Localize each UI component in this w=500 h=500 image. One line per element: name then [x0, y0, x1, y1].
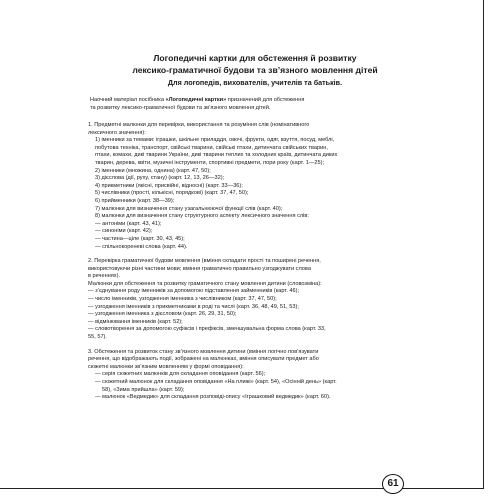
section-2-line: 2. Перевірка граматичної будови мовлення (вміння складати прості та поширені речення, [88, 258, 321, 265]
subtitle: Для логопедів, вихователів, учителів та батьків. [167, 78, 343, 87]
section-2-line: — словотворення за допомогою суфіксів і префіксів, зменшувальна форма слова (карт. 33, [88, 326, 326, 333]
section-1-list-item: 1) іменники за темами: іграшки, шкільне приладдя, овочі, фрукти, одяг, взуття, посуд, меблі, [95, 137, 335, 144]
section-1-list-item: — спільнокореневі слова (карт. 44). [95, 243, 188, 250]
section-1-list-item: 2) іменники (множина, однина) (карт. 47, 50); [95, 167, 211, 174]
section-2-line: Малюнки для обстеження та розвитку граматичного стану мовлення дитини (словозміна): [88, 280, 322, 287]
section-1-list-item: — синоніми (карт. 42); [95, 228, 153, 235]
section-2-line: використовуючи різні частини мови; вміння граматично правильно узгоджувати слова [88, 265, 311, 272]
document-header [30, 52, 480, 88]
section-2-line: — число іменників, узгодження іменника з числівником (карт. 37, 47, 50); [88, 296, 277, 303]
intro-prefix: Наочний матеріал посібника [90, 97, 166, 103]
section-1-list-item: — частина—ціле (карт. 30, 43, 45); [95, 235, 185, 242]
section-1-list-item: 6) прийменники (карт. 38—39); [95, 197, 175, 204]
intro-book-title: «Логопедичні картки» [165, 97, 227, 103]
intro-line-2: та розвитку лексико-граматичної будови та зв’язного мовлення дітей. [90, 104, 271, 111]
title-line-2: лексико-граматичної будови та зв’язного мовлення дітей [132, 65, 378, 75]
page-number: 61 [382, 474, 404, 494]
section-1-list-item: — антоніми (карт. 43, 41); [95, 220, 162, 227]
section-3-line: сюжетні малюнки зв’язним мовленням у формі оповідання): [88, 363, 244, 370]
section-3-line: 58), «Зима прийшла» (карт. 59); [102, 386, 185, 393]
section-1 [88, 122, 463, 251]
section-2-line: — узгодження іменника з дієсловом (карт. 26, 29, 31, 50); [88, 311, 237, 318]
section-1-list-item: 3) дієслова (дії, руху, стану) (карт. 12, 13, 26—32); [95, 175, 225, 182]
section-3 [88, 349, 463, 402]
section-2-line: — з’єднування роду іменників за допомогою підставлення займенників (карт. 46); [88, 288, 300, 295]
section-1-heading-line: лексичного значення): [88, 129, 146, 136]
section-2-line: в реченнях). [88, 273, 121, 280]
intro-suffix: призначений для обстеження [226, 97, 305, 103]
section-3-line: — серія сюжетних малюнків для складання оповідання (карт. 56); [95, 371, 266, 378]
section-2-line: 55, 57). [88, 334, 107, 341]
section-1-list-item: тварин, дерева, квіти, музичні інструменти, спортивні предмети, пори року (карт. 1—25); [95, 159, 325, 166]
section-2 [88, 258, 463, 342]
section-2-line: — відмінювання іменників (карт. 52); [88, 318, 183, 325]
section-1-list-item: 7) малюнки для визначення стану узагальнюючої функції слів (карт. 40); [95, 205, 283, 212]
section-3-line: 3. Обстеження та розвиток стану зв’язного мовлення дитини (вміння логічно пов’язувати [88, 348, 319, 355]
title-line-1: Логопедичні картки для обстеження й розвитку [153, 53, 357, 63]
section-1-list-item: побутова техніка, транспорт, свійські тварини, свійські птахи, дитинчата свійських тварин, [95, 144, 328, 151]
section-1-list-item: 4) прикметники (якісні, присвійні, відносні) (карт. 33—36); [95, 182, 243, 189]
section-3-line: речення, що відображають події, зображені на малюнках, вміння описувати предмет або [88, 356, 319, 363]
section-1-list-item: 5) числівники (прості, кількісні, порядкові) (карт. 37, 47, 50); [95, 190, 249, 197]
section-3-line: — сюжетний малюнок для складання оповідання «На плижі» (карт. 54), «Осінній день» (карт. [95, 379, 337, 385]
section-3-line: — малюнок «Ведмедик» для складання розповіді-опису «Іграшковий ведмедик» (карт. 60). [95, 394, 331, 401]
intro-paragraph [90, 97, 450, 112]
section-1-list-item: птахи, комахи, дикі тварини України, дикі тварини теплих та холодних країв, дитинчата диких [95, 152, 338, 159]
section-1-list-item: 8) малюнки для визначення стану структурного аспекту лексичного значення слів: [95, 213, 309, 220]
section-2-line: — узгодження іменників з прикметниками в роді та числі (карт. 36, 48, 49, 51, 53); [88, 303, 299, 310]
document-body [88, 122, 463, 402]
section-1-heading-line: 1. Предметні малюнки для перевірки, використання та розуміння слів (номінативного [88, 122, 310, 128]
